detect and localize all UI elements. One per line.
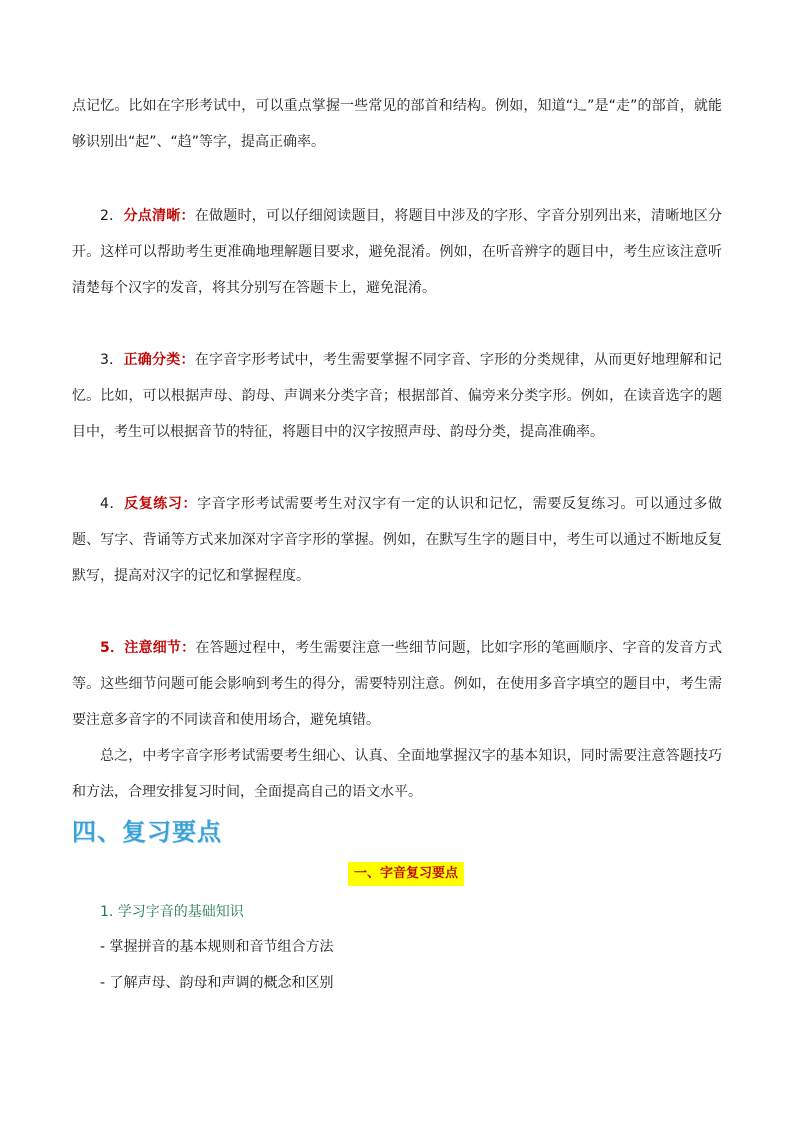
summary-paragraph: 总之，中考字音字形考试需要考生细心、认真、全面地掌握汉字的基本知识，同时需要注意答题技巧和方法，合理安排复习时间，全面提高自己的语文水平。 (72, 748, 722, 800)
paragraph-point-5 (72, 630, 722, 738)
paragraph-point-2 (72, 198, 722, 306)
list-item-heading: 1. 学习字音的基础知识 (100, 904, 244, 920)
list-item: - 掌握拼音的基本规则和音节组合方法 (100, 939, 334, 955)
point-number: 2． (100, 208, 124, 224)
point-keyword: 正确分类： (123, 352, 195, 368)
point-text: 在答题过程中，考生需要注意一些细节问题，比如字形的笔画顺序、字音的发音方式等。这些细节问题可能会影响到考生的得分，需要特别注意。例如，在使用多音字填空的题目中，考生需要注意多音字的不同读音和使用场合，避免填错。 (72, 640, 723, 728)
point-keyword: 5．注意细节： (100, 640, 196, 656)
point-keyword: 分点清晰： (123, 208, 195, 224)
point-text: 字音字形考试需要考生对汉字有一定的认识和记忆，需要反复练习。可以通过多做题、写字、背诵等方式来加深对字音字形的掌握。例如，在默写生字的题目中，考生可以通过不断地反复默写，提高对汉字的记忆和掌握程度。 (72, 496, 723, 584)
point-number: 3． (100, 352, 124, 368)
list-item: - 了解声母、韵母和声调的概念和区别 (100, 975, 334, 991)
point-text: 在字音字形考试中，考生需要掌握不同字音、字形的分类规律，从而更好地理解和记忆。比如，可以根据声母、韵母、声调来分类字音；根据部首、偏旁来分类字形。例如，在读音选字的题目中，考生可以根据音节的特征，将题目中的汉字按照声母、韵母分类，提高准确率。 (72, 352, 723, 440)
point-number: 4． (100, 496, 125, 512)
subsection-heading: 一、字音复习要点 (348, 862, 464, 886)
point-text: 在做题时，可以仔细阅读题目，将题目中涉及的字形、字音分别列出来，清晰地区分开。这样可以帮助考生更准确地理解题目要求，避免混淆。例如，在听音辨字的题目中，考生应该注意听清楚每个汉字的发音，将其分别写在答题卡上，避免混淆。 (72, 208, 723, 296)
section-heading: 四、复习要点 (72, 818, 222, 846)
paragraph-point-3 (72, 342, 722, 450)
point-keyword: 反复练习： (124, 496, 198, 512)
paragraph-continuation: 点记忆。比如在字形考试中，可以重点掌握一些常见的部首和结构。例如，知道“辶”是“走”的部首，就能够识别出“起”、“趋”等字，提高正确率。 (72, 98, 722, 150)
paragraph-point-4 (72, 486, 722, 594)
